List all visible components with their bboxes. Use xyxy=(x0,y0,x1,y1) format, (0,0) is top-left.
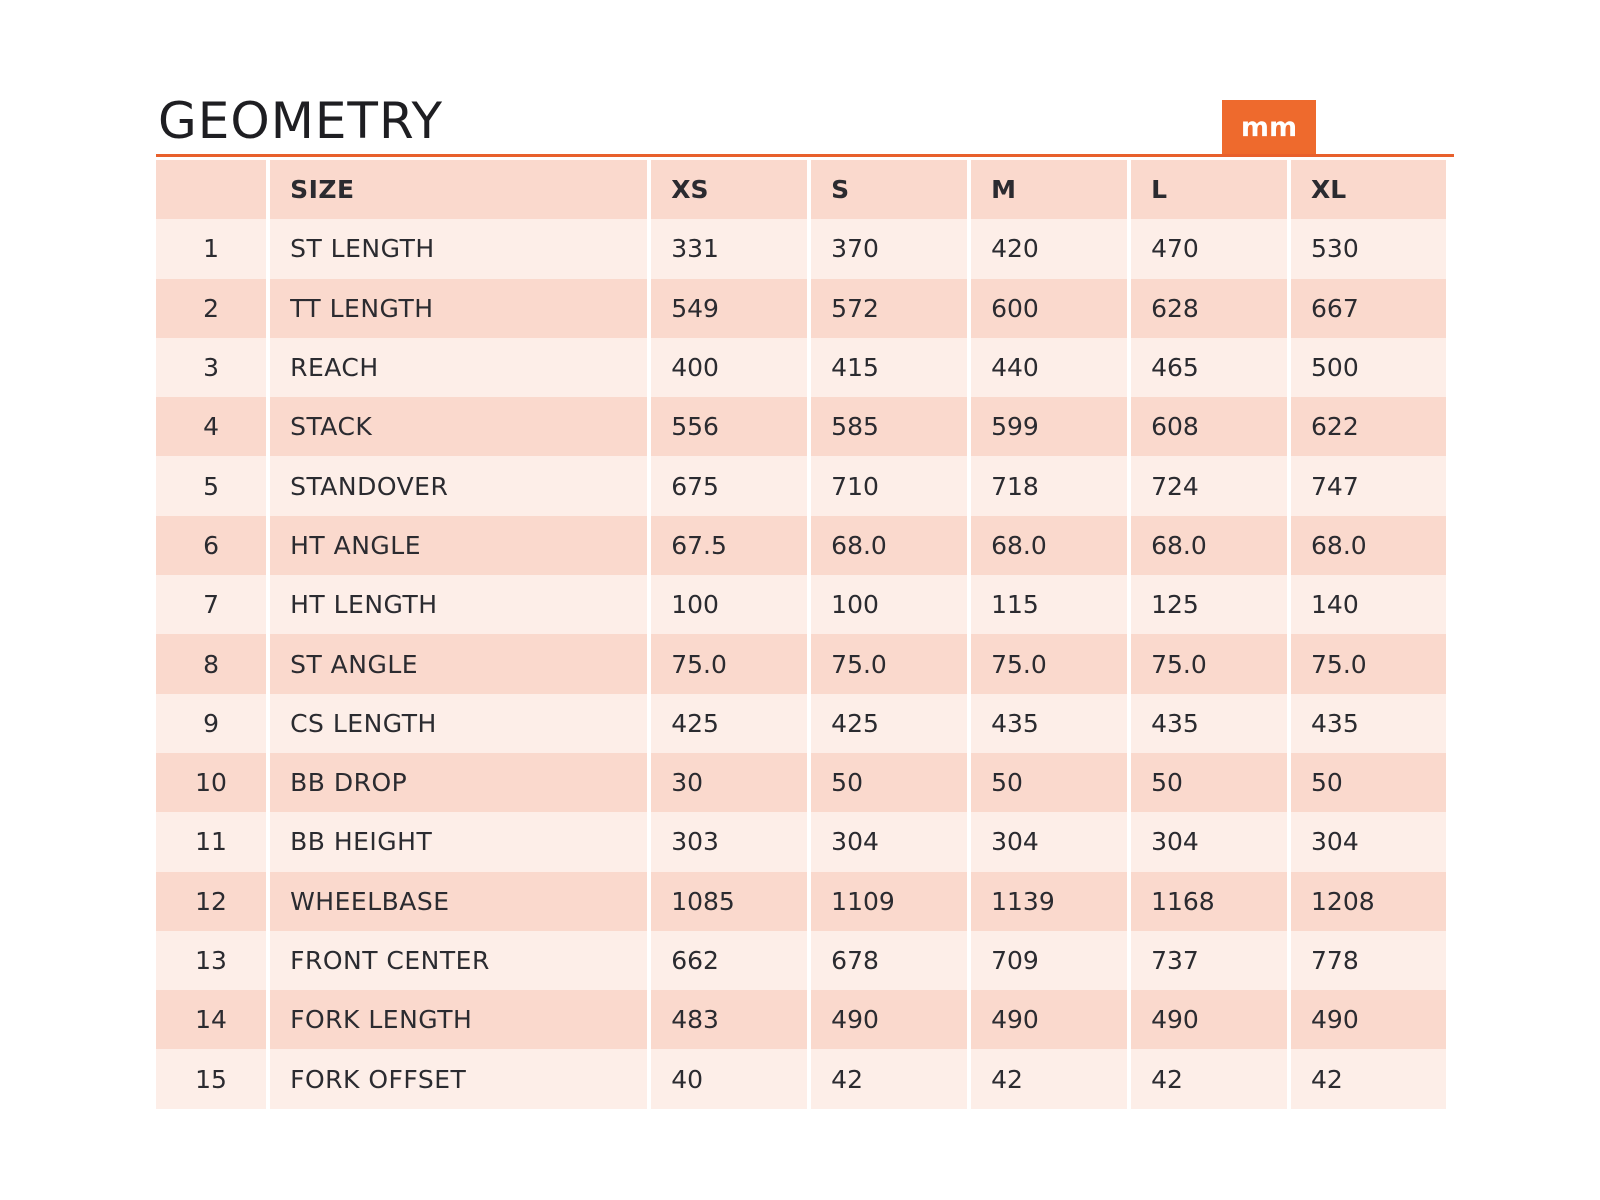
value-cell: 50 xyxy=(971,753,1127,812)
table-row xyxy=(156,812,1446,871)
value-cell: 675 xyxy=(651,456,807,515)
value-cell: 500 xyxy=(1291,338,1446,397)
measurement-name-cell: HT LENGTH xyxy=(270,575,647,634)
value-cell: 67.5 xyxy=(651,516,807,575)
size-column-header: XS xyxy=(651,160,807,219)
value-cell: 662 xyxy=(651,931,807,990)
measurement-name-cell: WHEELBASE xyxy=(270,872,647,931)
table-row xyxy=(156,397,1446,456)
table-row xyxy=(156,634,1446,693)
value-cell: 303 xyxy=(651,812,807,871)
value-cell: 622 xyxy=(1291,397,1446,456)
size-column-header: XL xyxy=(1291,160,1446,219)
table-body xyxy=(156,219,1446,1108)
value-cell: 718 xyxy=(971,456,1127,515)
size-column-header: L xyxy=(1131,160,1287,219)
value-cell: 600 xyxy=(971,279,1127,338)
table-row xyxy=(156,338,1446,397)
value-cell: 68.0 xyxy=(1291,516,1446,575)
measurement-name-cell: ST LENGTH xyxy=(270,219,647,278)
value-cell: 68.0 xyxy=(1131,516,1287,575)
value-cell: 1139 xyxy=(971,872,1127,931)
value-cell: 709 xyxy=(971,931,1127,990)
table-row xyxy=(156,279,1446,338)
value-cell: 425 xyxy=(651,694,807,753)
value-cell: 75.0 xyxy=(811,634,967,693)
value-cell: 420 xyxy=(971,219,1127,278)
value-cell: 490 xyxy=(1291,990,1446,1049)
table-row xyxy=(156,990,1446,1049)
row-index-cell: 10 xyxy=(156,753,266,812)
value-cell: 115 xyxy=(971,575,1127,634)
row-index-cell: 11 xyxy=(156,812,266,871)
row-index-cell: 4 xyxy=(156,397,266,456)
value-cell: 370 xyxy=(811,219,967,278)
measurement-name-cell: ST ANGLE xyxy=(270,634,647,693)
value-cell: 556 xyxy=(651,397,807,456)
value-cell: 778 xyxy=(1291,931,1446,990)
value-cell: 50 xyxy=(1131,753,1287,812)
value-cell: 465 xyxy=(1131,338,1287,397)
row-index-cell: 3 xyxy=(156,338,266,397)
size-column-header: S xyxy=(811,160,967,219)
table-row xyxy=(156,575,1446,634)
measurement-name-cell: STACK xyxy=(270,397,647,456)
value-cell: 425 xyxy=(811,694,967,753)
value-cell: 435 xyxy=(971,694,1127,753)
page-title: GEOMETRY xyxy=(158,92,444,150)
value-cell: 50 xyxy=(1291,753,1446,812)
table-row xyxy=(156,1049,1446,1108)
value-cell: 125 xyxy=(1131,575,1287,634)
table-row xyxy=(156,456,1446,515)
value-cell: 42 xyxy=(1131,1049,1287,1108)
table-row xyxy=(156,931,1446,990)
table-row xyxy=(156,219,1446,278)
measurement-name-cell: HT ANGLE xyxy=(270,516,647,575)
value-cell: 490 xyxy=(1131,990,1287,1049)
value-cell: 75.0 xyxy=(1291,634,1446,693)
row-index-cell: 6 xyxy=(156,516,266,575)
table-row xyxy=(156,516,1446,575)
row-index-cell: 1 xyxy=(156,219,266,278)
value-cell: 40 xyxy=(651,1049,807,1108)
value-cell: 667 xyxy=(1291,279,1446,338)
value-cell: 1168 xyxy=(1131,872,1287,931)
row-index-cell: 9 xyxy=(156,694,266,753)
table-row xyxy=(156,753,1446,812)
value-cell: 30 xyxy=(651,753,807,812)
value-cell: 490 xyxy=(811,990,967,1049)
value-cell: 678 xyxy=(811,931,967,990)
value-cell: 1208 xyxy=(1291,872,1446,931)
value-cell: 530 xyxy=(1291,219,1446,278)
geometry-header xyxy=(156,88,1454,157)
measurement-name-cell: CS LENGTH xyxy=(270,694,647,753)
row-index-cell: 8 xyxy=(156,634,266,693)
value-cell: 483 xyxy=(651,990,807,1049)
row-index-cell: 13 xyxy=(156,931,266,990)
value-cell: 75.0 xyxy=(651,634,807,693)
value-cell: 710 xyxy=(811,456,967,515)
unit-toggle-button[interactable]: mm xyxy=(1222,100,1316,154)
value-cell: 415 xyxy=(811,338,967,397)
value-cell: 549 xyxy=(651,279,807,338)
value-cell: 304 xyxy=(971,812,1127,871)
measurement-name-cell: STANDOVER xyxy=(270,456,647,515)
value-cell: 75.0 xyxy=(1131,634,1287,693)
row-index-cell: 14 xyxy=(156,990,266,1049)
value-cell: 42 xyxy=(1291,1049,1446,1108)
value-cell: 572 xyxy=(811,279,967,338)
value-cell: 737 xyxy=(1131,931,1287,990)
table-header-row xyxy=(156,160,1446,219)
value-cell: 140 xyxy=(1291,575,1446,634)
value-cell: 1109 xyxy=(811,872,967,931)
row-index-cell: 15 xyxy=(156,1049,266,1108)
measurement-name-cell: FORK LENGTH xyxy=(270,990,647,1049)
value-cell: 470 xyxy=(1131,219,1287,278)
measurement-name-cell: REACH xyxy=(270,338,647,397)
value-cell: 628 xyxy=(1131,279,1287,338)
size-header-cell: SIZE xyxy=(270,160,647,219)
value-cell: 585 xyxy=(811,397,967,456)
geometry-table xyxy=(152,160,1450,1109)
value-cell: 68.0 xyxy=(971,516,1127,575)
value-cell: 50 xyxy=(811,753,967,812)
value-cell: 100 xyxy=(651,575,807,634)
value-cell: 42 xyxy=(811,1049,967,1108)
value-cell: 599 xyxy=(971,397,1127,456)
index-header-cell xyxy=(156,160,266,219)
value-cell: 304 xyxy=(1291,812,1446,871)
value-cell: 435 xyxy=(1131,694,1287,753)
value-cell: 75.0 xyxy=(971,634,1127,693)
row-index-cell: 12 xyxy=(156,872,266,931)
value-cell: 304 xyxy=(811,812,967,871)
value-cell: 440 xyxy=(971,338,1127,397)
value-cell: 747 xyxy=(1291,456,1446,515)
table-row xyxy=(156,694,1446,753)
value-cell: 42 xyxy=(971,1049,1127,1108)
measurement-name-cell: FORK OFFSET xyxy=(270,1049,647,1108)
row-index-cell: 7 xyxy=(156,575,266,634)
value-cell: 724 xyxy=(1131,456,1287,515)
row-index-cell: 5 xyxy=(156,456,266,515)
value-cell: 304 xyxy=(1131,812,1287,871)
value-cell: 490 xyxy=(971,990,1127,1049)
measurement-name-cell: FRONT CENTER xyxy=(270,931,647,990)
value-cell: 68.0 xyxy=(811,516,967,575)
row-index-cell: 2 xyxy=(156,279,266,338)
value-cell: 1085 xyxy=(651,872,807,931)
value-cell: 435 xyxy=(1291,694,1446,753)
size-column-header: M xyxy=(971,160,1127,219)
measurement-name-cell: TT LENGTH xyxy=(270,279,647,338)
value-cell: 400 xyxy=(651,338,807,397)
table-row xyxy=(156,872,1446,931)
measurement-name-cell: BB DROP xyxy=(270,753,647,812)
value-cell: 331 xyxy=(651,219,807,278)
measurement-name-cell: BB HEIGHT xyxy=(270,812,647,871)
value-cell: 100 xyxy=(811,575,967,634)
value-cell: 608 xyxy=(1131,397,1287,456)
